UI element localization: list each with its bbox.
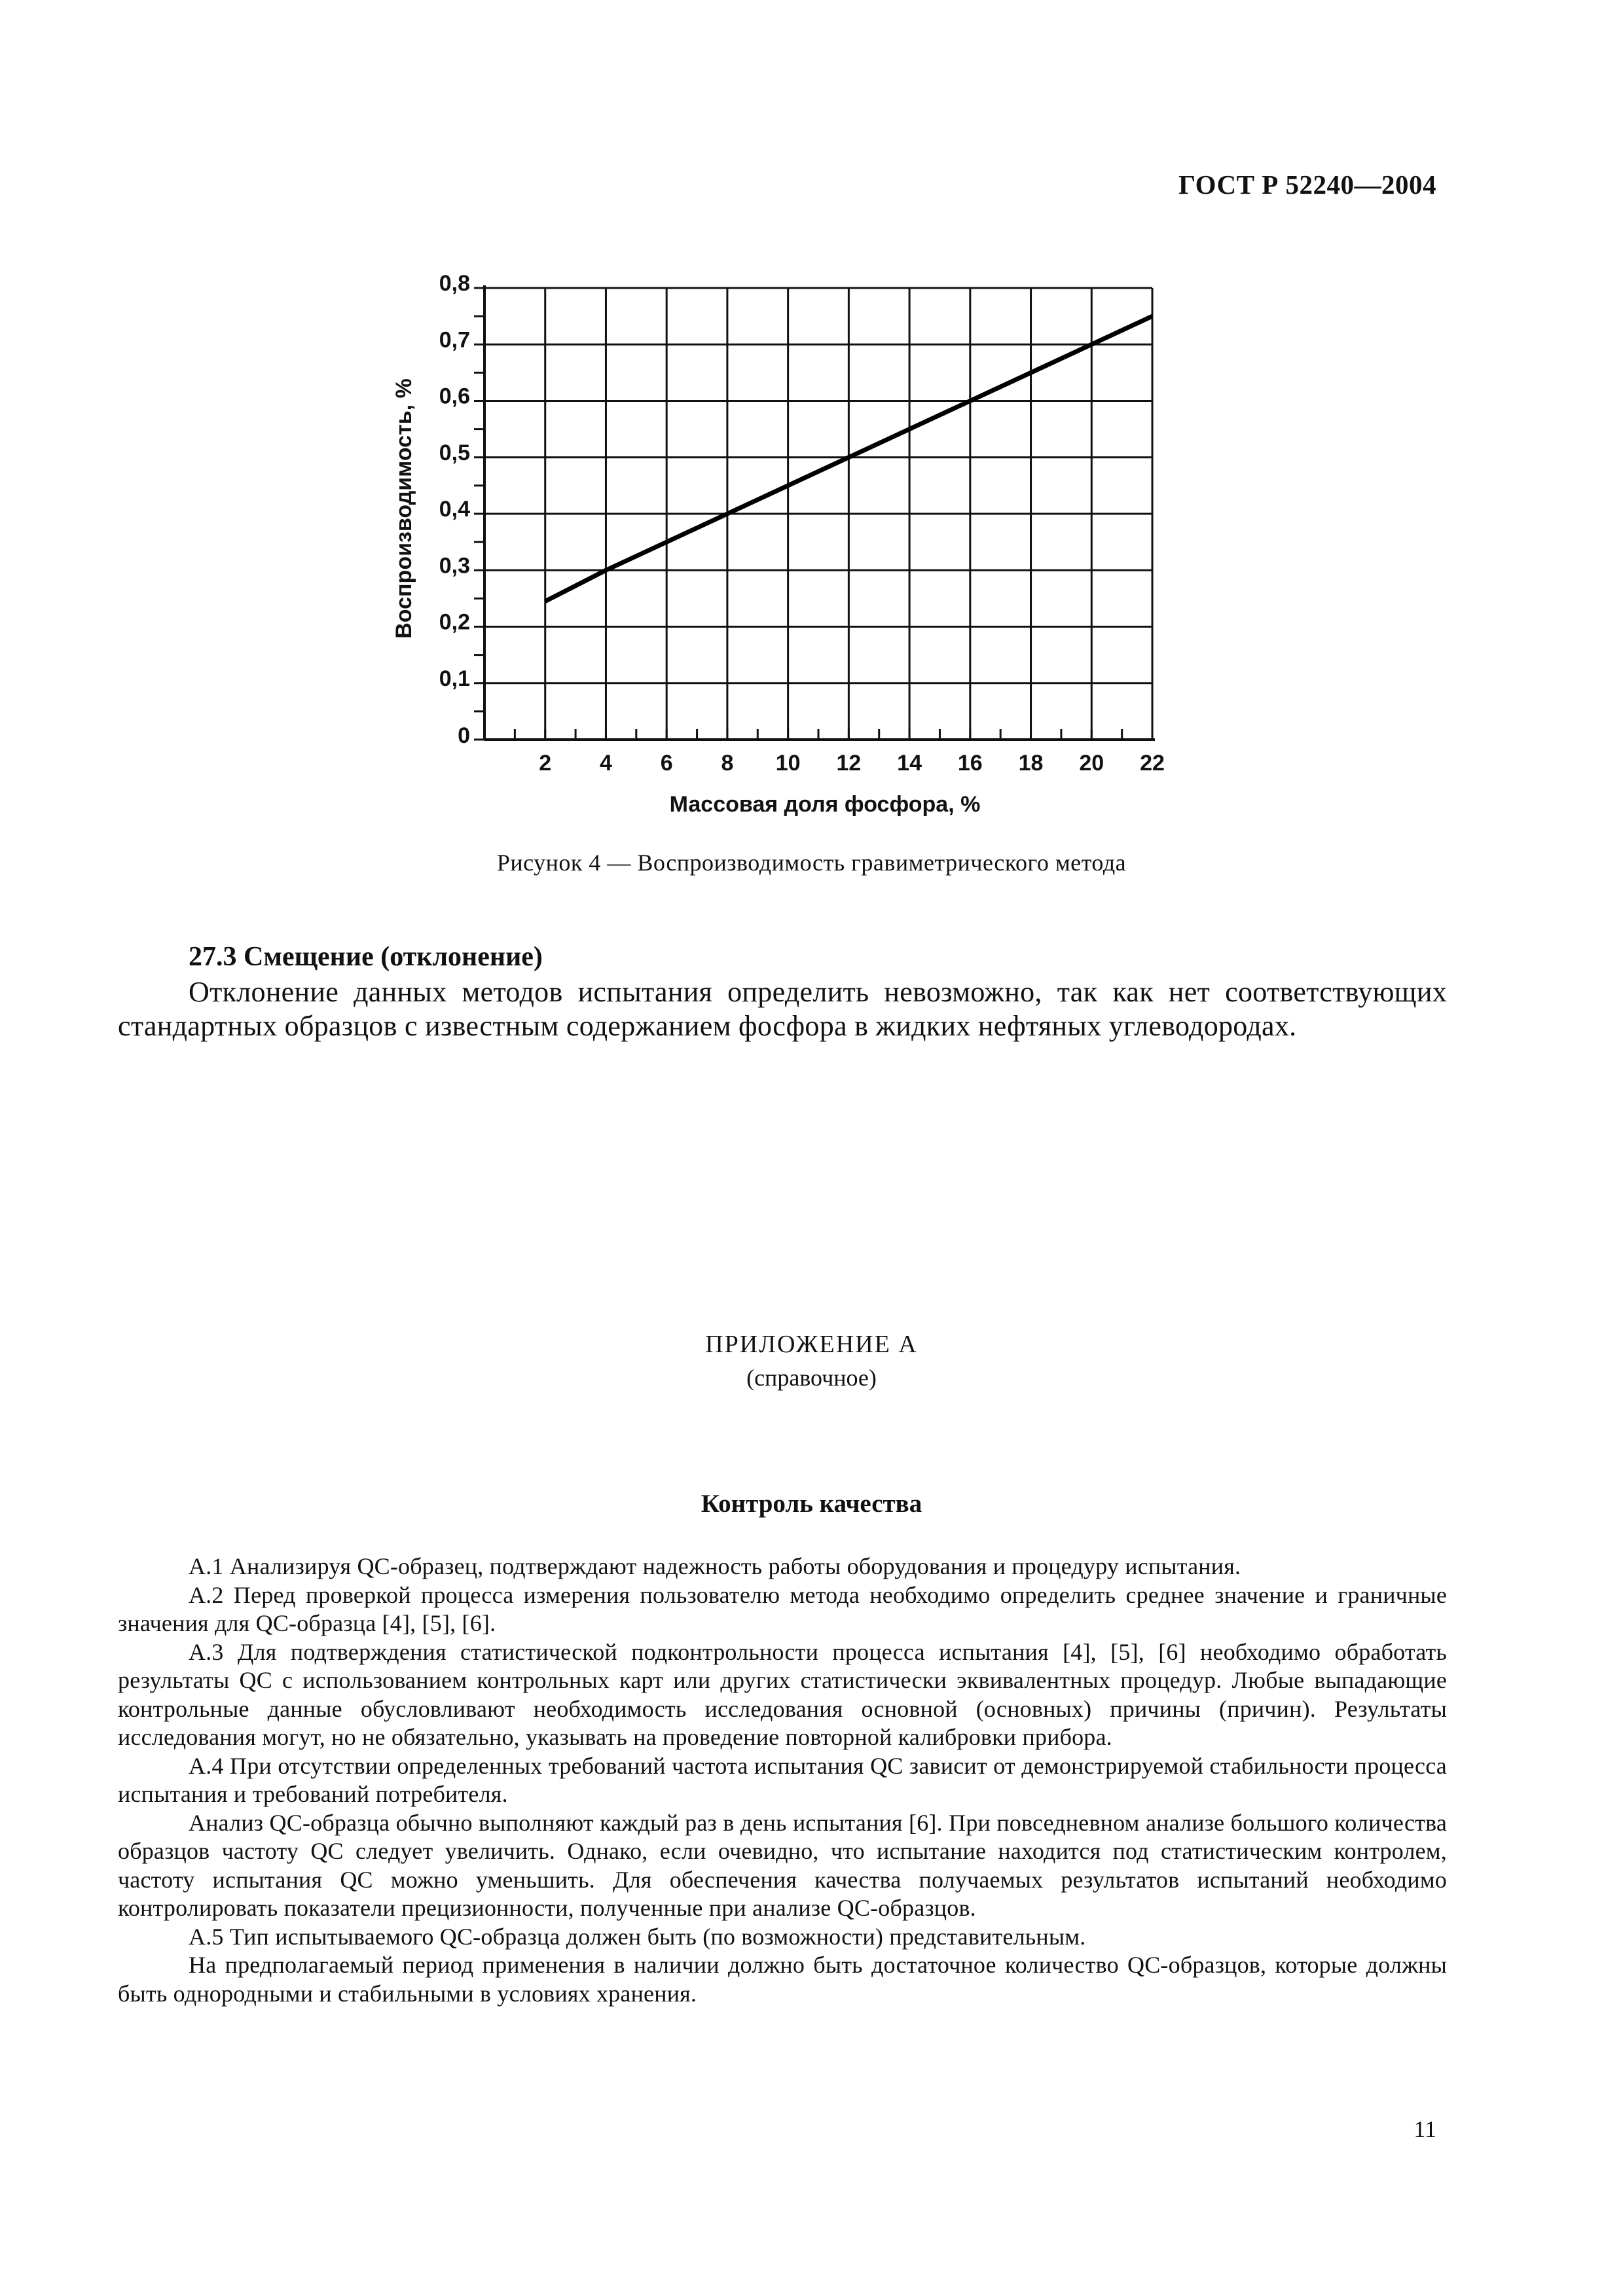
y-tick-label: 0,8 (439, 271, 470, 296)
x-tick-label: 12 (836, 751, 862, 776)
annex-heading: Контроль качества (701, 1490, 922, 1518)
chart-axes (484, 285, 1155, 740)
annex-subtitle: (справочное) (746, 1365, 877, 1391)
y-tick-label: 0,7 (439, 327, 470, 353)
annex-paragraph: На предполагаемый период применения в наличии должно быть достаточное количество QC-образцов, которые должны быть однородными и стабильными в условиях хранения. (118, 1952, 1447, 2007)
annex-paragraph: А.4 При отсутствии определенных требований частота испытания QC зависит от демонстрируемой стабильности процесса испытания и требований потребителя. (118, 1752, 1447, 1807)
x-tick-label: 22 (1140, 751, 1165, 776)
y-tick-label: 0,4 (439, 497, 470, 522)
annex-paragraph: Анализ QC-образца обычно выполняют каждый раз в день испытания [6]. При повседневном анализе большого количества образцов частоту QC следует увеличить. Однако, если очевидно, что испытание находится под статистическим контролем, частоту испытания QC можно уменьшить. Для обеспечения качества получаемых результатов испытаний необходимо контролировать показатели прецизионности, полученные при анализе QC-образцов. (118, 1809, 1447, 1921)
x-tick-label: 14 (897, 751, 922, 776)
x-tick-label: 16 (957, 751, 983, 776)
annex-paragraph: А.2 Перед проверкой процесса измерения пользователю метода необходимо определить среднее значение и граничные значения для QC-образца [4], [5], [6]. (118, 1581, 1447, 1636)
x-tick-label: 2 (539, 751, 552, 776)
chart-tick-labels (439, 271, 1165, 776)
y-tick-label: 0,5 (439, 440, 470, 465)
section-body: Отклонение данных методов испытания определить невозможно, так как нет соответствующих стандартных образцов с известным содержанием фосфора в жидких нефтяных углеводородах. (118, 976, 1447, 1042)
annex-body (118, 1552, 1447, 2008)
x-tick-label: 20 (1079, 751, 1104, 776)
x-tick-label: 18 (1018, 751, 1044, 776)
y-axis-title: Воспроизводимость, % (392, 378, 416, 639)
section-heading: 27.3 Смещение (отклонение) (189, 942, 543, 972)
y-tick-label: 0,6 (439, 384, 470, 409)
x-tick-label: 10 (775, 751, 801, 776)
y-tick-label: 0,2 (439, 609, 470, 635)
annex-title: ПРИЛОЖЕНИЕ А (705, 1331, 918, 1358)
annex-paragraph: А.3 Для подтверждения статистической подконтрольности процесса испытания [4], [5], [6] необходимо обработать результаты QC с использованием контрольных карт или других статистически эквивалентных процедур. Любые выпадающие контрольные данные обусловливают необходимость исследования основной (основных) причины (причин). Результаты исследования могут, но не обязательно, указывать на проведение повторной калибровки прибора. (118, 1638, 1447, 1750)
x-tick-label: 6 (660, 751, 673, 776)
x-tick-label: 8 (721, 751, 734, 776)
x-axis-title: Массовая доля фосфора, % (669, 792, 981, 817)
document-standard-code: ГОСТ Р 52240—2004 (1178, 170, 1436, 200)
chart-grid (484, 288, 1152, 740)
annex-paragraph: А.1 Анализируя QC-образец, подтверждают надежность работы оборудования и процедуру испытания. (189, 1553, 1241, 1579)
x-tick-label: 4 (599, 751, 612, 776)
y-tick-label: 0,1 (439, 666, 470, 691)
figure-caption: Рисунок 4 — Воспроизводимость гравиметрического метода (496, 850, 1127, 876)
page-number: 11 (1413, 2116, 1436, 2142)
reproducibility-chart (380, 262, 1192, 838)
annex-paragraph: А.5 Тип испытываемого QC-образца должен быть (по возможности) представительным. (189, 1923, 1086, 1950)
y-tick-label: 0 (458, 723, 470, 748)
y-tick-label: 0,3 (439, 553, 470, 579)
